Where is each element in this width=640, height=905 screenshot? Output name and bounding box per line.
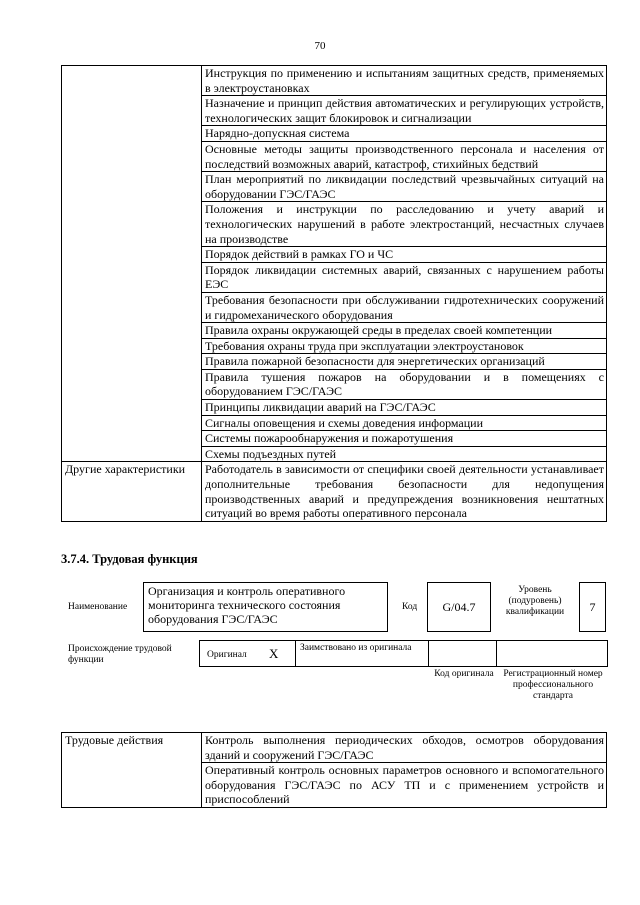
page-number: 70 (314, 40, 326, 52)
qualification-level: 7 (579, 582, 606, 632)
labor-actions-label: Трудовые действия (62, 733, 202, 808)
knowledge-item: Правила пожарной безопасности для энергетических организаций (202, 354, 607, 370)
name-label: Наименование (68, 602, 128, 612)
level-label: Уровень (подуровень) квалификации (505, 585, 565, 617)
reg-number-caption: Регистрационный номер профессионального стандарта (503, 669, 603, 701)
original-cell (199, 640, 296, 667)
knowledge-item: Правила охраны окружающей среды в пределах своей компетенции (202, 323, 607, 339)
original-mark: X (269, 646, 279, 661)
knowledge-item: План мероприятий по ликвидации последствий чрезвычайных ситуаций на оборудовании ГЭС/ГАЭС (202, 172, 607, 202)
knowledge-item: Правила тушения пожаров на оборудовании и в помещениях с оборудованием ГЭС/ГАЭС (202, 369, 607, 399)
other-characteristics-text: Работодатель в зависимости от специфики своей деятельности устанавливает дополнительные требования безопасности для недопущения производственных аварий и предупреждения возникновения нештатных ситуаций во время работы оперативного персонала (202, 462, 607, 521)
section-heading: 3.7.4. Трудовая функция (61, 552, 198, 566)
labor-action-item: Оперативный контроль основных параметров основного и вспомогательного оборудования ГЭС/ГАЭС по АСУ ТП и с применением устройств и приспособлений (202, 763, 607, 808)
origin-label: Происхождение трудовой функции (68, 644, 172, 665)
knowledge-item: Порядок ликвидации системных аварий, связанных с нарушением работы ЕЭС (202, 262, 607, 292)
origin-row (199, 640, 608, 667)
borrowed-label: Заимствовано из оригинала (300, 643, 412, 653)
knowledge-item: Положения и инструкции по расследованию и учету аварий и технологических нарушений в работе электростанций, несчастных случаев на производстве (202, 202, 607, 247)
knowledge-item: Сигналы оповещения и схемы доведения информации (202, 415, 607, 431)
knowledge-item: Нарядно-допускная система (202, 126, 607, 142)
knowledge-item: Назначение и принцип действия автоматических и регулирующих устройств, технологических защит блокировок и сигнализации (202, 96, 607, 126)
knowledge-item: Системы пожарообнаружения и пожаротушения (202, 431, 607, 447)
other-characteristics-label: Другие характеристики (62, 462, 202, 521)
borrowed-cell (295, 640, 429, 667)
knowledge-item: Требования безопасности при обслуживании гидротехнических сооружений и гидромеханического оборудования (202, 292, 607, 322)
knowledge-item: Схемы подъездных путей (202, 446, 607, 462)
function-code: G/04.7 (427, 582, 491, 632)
knowledge-label-cell (62, 66, 202, 462)
table-row (62, 462, 607, 521)
labor-actions-table (61, 732, 607, 808)
knowledge-item: Основные методы защиты производственного персонала и населения от последствий возможных аварий, катастроф, стихийных бедствий (202, 141, 607, 171)
original-label: Оригинал (207, 650, 247, 660)
knowledge-item: Требования охраны труда при эксплуатации электроустановок (202, 338, 607, 354)
labor-action-item: Контроль выполнения периодических обходов, осмотров оборудования зданий и сооружений ГЭС/ГАЭС (202, 733, 607, 763)
table-row (62, 66, 607, 96)
knowledge-item: Порядок действий в рамках ГО и ЧС (202, 247, 607, 263)
code-original-caption: Код оригинала (434, 669, 494, 679)
table-row (62, 733, 607, 763)
code-original-cell (428, 640, 497, 667)
knowledge-item: Принципы ликвидации аварий на ГЭС/ГАЭС (202, 400, 607, 416)
reg-number-cell (496, 640, 608, 667)
code-label: Код (402, 602, 418, 612)
function-name: Организация и контроль оперативного мониторинга технического состояния оборудования ГЭС/ГАЭС (143, 582, 388, 632)
knowledge-item: Инструкция по применению и испытаниям защитных средств, применяемых в электроустановках (202, 66, 607, 96)
knowledge-table (61, 65, 607, 522)
